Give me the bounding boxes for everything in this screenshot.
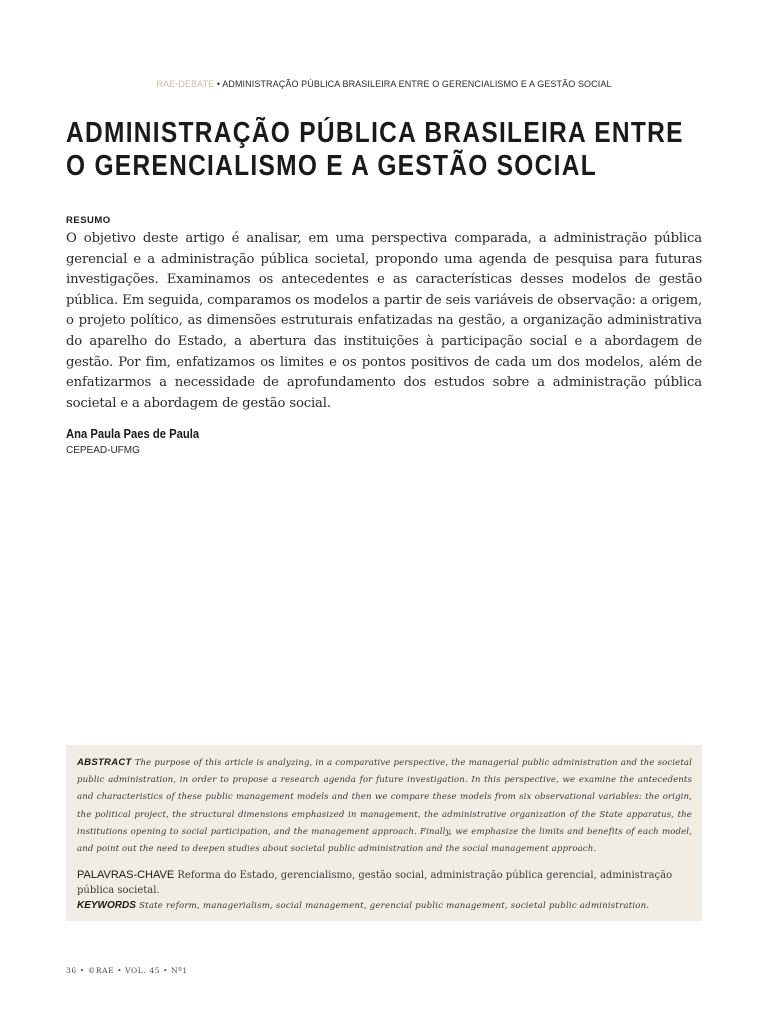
palavras-chave-label: PALAVRAS-CHAVE [77,869,175,882]
running-head-section: RAE-DEBATE [156,79,215,89]
page-footer: 36 • ©RAE • VOL. 45 • Nº1 [66,966,188,975]
abstract-box [66,745,702,921]
keywords-label: KEYWORDS [77,900,136,912]
keywords-text: State reform, managerialism, social management, gerencial public management, societal public administration. [139,901,650,912]
article-title [66,117,684,183]
author-name: Ana Paula Paes de Paula [66,427,200,441]
keywords-block [77,868,692,914]
running-head [0,79,768,89]
article-title-line-1: ADMINISTRAÇÃO PÚBLICA BRASILEIRA ENTRE [66,117,684,149]
palavras-chave-line [77,868,692,898]
author-affiliation: CEPEAD-UFMG [66,445,140,456]
running-head-separator: • [214,79,223,89]
running-head-title: ADMINISTRAÇÃO PÚBLICA BRASILEIRA ENTRE O GERENCIALISMO E A GESTÃO SOCIAL [222,79,612,89]
article-title-line-2: O GERENCIALISMO E A GESTÃO SOCIAL [66,150,597,182]
abstract-label: ABSTRACT [77,757,132,768]
abstract-text: The purpose of this article is analyzing, in a comparative perspective, the managerial public administration and the societal public administration, in order to propose a research agenda for future investigation. In this perspective, we examine the antecedents and characteristics of these public management models and then we compare these models from six observational variables: the origin, the political project, the structural dimensions emphasized in management, the administrative organization of the State apparatus, the institutions opening to social participation, and the management approach. Finally, we emphasize the limits and benefits of each model, and point out the need to deepen studies about societal public administration and the social management approach. [77,758,692,855]
resumo-text: O objetivo deste artigo é analisar, em uma perspectiva comparada, a administração pública gerencial e a administração pública societal, propondo uma agenda de pesquisa para futuras investigações. Examinamos os antecedentes e as características desses modelos de gestão pública. Em seguida, comparamos os modelos a partir de seis variáveis de observação: a origem, o projeto político, as dimensões estruturais enfatizadas na gestão, a organização administrativa do aparelho do Estado, a abertura das instituições à participação social e a abordagem de gestão. Por fim, enfatizamos os limites e os pontos positivos de cada um dos modelos, além de enfatizarmos a necessidade de aprofundamento dos estudos sobre a administração pública societal e a abordagem de gestão social. [66,231,702,411]
abstract-paragraph [77,754,692,858]
resumo-heading: RESUMO [66,215,111,226]
palavras-chave-text: Reforma do Estado, gerencialismo, gestão social, administração pública gerencial, administração pública societal. [77,870,673,897]
keywords-line [77,898,692,914]
